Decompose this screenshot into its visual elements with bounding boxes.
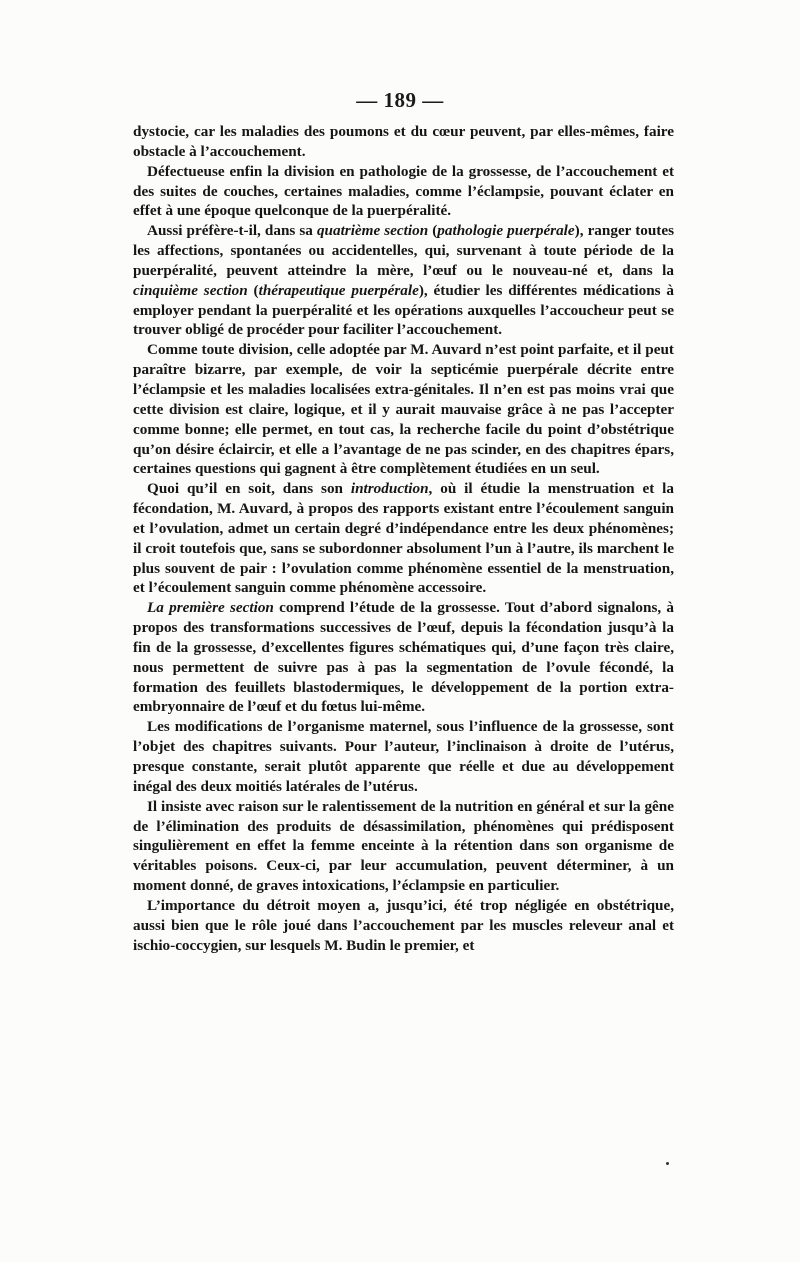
italic-text: introduction (350, 480, 429, 498)
italic-text: quatrième section (316, 222, 429, 240)
paragraph-p8 (133, 797, 674, 896)
text-segment: Il insiste avec raison sur le ralentissement de la nutrition en général et sur la gêne de l’élimination des produits de désassimilation, phénomènes qui prédisposent singulièrement en effet la femme enceinte à la rétention dans son organisme de véritables poisons. Ceux-ci, par leur accumulation, peuvent déterminer, à un moment donné, de graves intoxications, l’éclampsie en particulier. (133, 797, 674, 895)
text-segment: ), ranger toutes les affections, spontanées ou accidentelles, qui, survenant à toute période de la puerpéralité, peuvent atteindre la mère, l’œuf ou le nouveau-né et, dans la (133, 222, 675, 279)
text-segment: ( (428, 222, 438, 240)
text-segment: ( (247, 281, 259, 299)
paragraph-p9 (133, 896, 674, 956)
paragraph-p7 (133, 717, 674, 796)
text-segment: Quoi qu’il en soit, dans son (147, 480, 351, 498)
paragraph-p3 (133, 221, 674, 340)
text-segment: comprend l’étude de la grossesse. Tout d’abord signalons, à propos des transformations successives de l’œuf, depuis la fécondation jusqu’à la fin de la grossesse, d’excellentes figures schématiques qui, d’une façon très claire, nous permettent de suivre pas à pas la segmentation de l’ovule fécondé, la formation des feuillets blastodermiques, le développement de la portion extra-embryonnaire de l’œuf et du fœtus lui-même. (133, 599, 675, 716)
text-segment: Défectueuse enfin la division en pathologie de la grossesse, de l’accouchement et des suites de couches, certaines maladies, comme l’éclampsie, pouvant éclater en effet à une époque quelconque de la puerpéralité. (133, 162, 674, 220)
paragraph-p4 (133, 340, 674, 479)
text-segment: , où il étudie la menstruation et la fécondation, M. Auvard, à propos des rapports existant entre l’écoulement sanguin et l’ovulation, admet un certain degré d’indépendance entre les deux phénomènes; il croit toutefois que, sans se subordonner absolument l’un à l’autre, ils marchent le plus souvent de pair : l’ovulation comme phénomène essentiel de la menstruation, et l’écoulement sanguin comme phénomène accessoire. (133, 480, 674, 597)
ink-speck (666, 1162, 669, 1165)
paragraph-p2 (133, 162, 674, 222)
italic-text: thérapeutique puerpérale (258, 281, 419, 299)
paragraph-p1 (133, 122, 674, 162)
text-segment: Aussi préfère-t-il, dans sa (147, 222, 317, 240)
italic-text: cinquième section (133, 281, 248, 299)
text-segment: L’importance du détroit moyen a, jusqu’ici, été trop négligée en obstétrique, aussi bien que le rôle joué dans l’accouchement par les muscles releveur anal et ischio-coccygien, sur lesquels M. Budin le premier, et (133, 896, 674, 954)
italic-text: La première section (147, 599, 274, 617)
text-segment: dystocie, car les maladies des poumons et du cœur peuvent, par elles-mêmes, faire obstacle à l’accouchement. (133, 123, 674, 160)
page-number: — 189 — (356, 88, 444, 112)
text-segment: Comme toute division, celle adoptée par M. Auvard n’est point parfaite, et il peut paraître bizarre, par exemple, de voir la septicémie puerpérale décrite entre l’éclampsie et les maladies localisées extra-génitales. Il n’en est pas moins vrai que cette division est claire, logique, et il y aurait mauvaise grâce à ne pas l’accepter comme bonne; elle permet, en tout cas, la recherche facile du point d’obstétrique qu’on désire éclaircir, et elle a l’avantage de ne pas scinder, en des chapitres épars, certaines questions qui gagnent à être complètement étudiées en un seul. (133, 341, 674, 478)
body-text (133, 122, 674, 955)
italic-text: pathologie puerpérale (437, 222, 575, 240)
paragraph-p6 (133, 598, 674, 717)
text-segment: ), étudier les différentes médications à employer pendant la puerpéralité et les opérations auxquelles l’accoucheur peut se trouver obligé de procéder pour faciliter l’accouchement. (133, 281, 674, 339)
paragraph-p5 (133, 479, 674, 598)
text-segment: Les modifications de l’organisme maternel, sous l’influence de la grossesse, sont l’objet des chapitres suivants. Pour l’auteur, l’inclinaison à droite de l’utérus, presque constante, serait plutôt apparente que réelle et due au développement inégal des deux moitiés latérales de l’utérus. (133, 718, 674, 795)
